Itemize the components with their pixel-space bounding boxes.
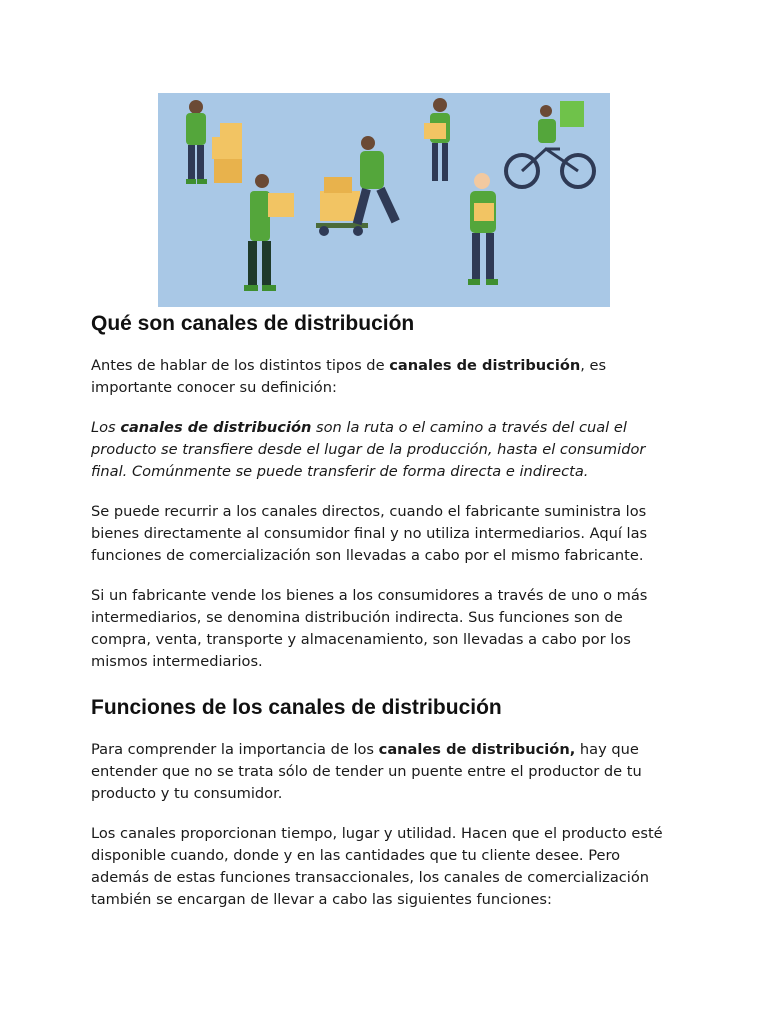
indirect-channels-paragraph: Si un fabricante vende los bienes a los consumidores a través de uno o más intermediarios, se denomina distribución indirecta. Sus funciones son de compra, venta, transporte y almacenamiento, son llevadas a cabo por los mismos intermediarios. — [91, 587, 648, 670]
text-run: Para comprender la importancia de los — [91, 741, 379, 758]
section2-heading: Funciones de los canales de distribución — [91, 696, 502, 719]
text-run: hay que entender que no se trata sólo de tender un puente entre el productor de tu producto y tu consumidor. — [91, 741, 642, 802]
text-run: Los — [91, 419, 121, 436]
channel-functions-paragraph: Los canales proporcionan tiempo, lugar y utilidad. Hacen que el producto esté disponible cuando, donde y en las cantidades que tu cliente desee. Pero además de estas funciones transaccionales, los canales de comercialización también se encargan de llevar a cabo las siguientes funciones: — [91, 825, 663, 908]
definition-quote — [91, 417, 681, 483]
bold-term: canales de distribución, — [378, 741, 576, 758]
illustration-svg — [158, 93, 610, 307]
delivery-workers-illustration — [158, 93, 610, 307]
text-run: son la ruta o el camino a través del cual el producto se transfiere desde el lugar de la producción, hasta el consumidor final. Comúnmente se puede transferir de forma directa e indirecta. — [91, 419, 646, 480]
text-run: , es importante conocer su definición: — [91, 357, 607, 396]
section1-heading: Qué son canales de distribución — [91, 312, 415, 335]
text-run: Antes de hablar de los distintos tipos de — [91, 357, 390, 374]
bold-term: canales de distribución — [389, 357, 581, 374]
direct-channels-paragraph: Se puede recurrir a los canales directos, cuando el fabricante suministra los bienes directamente al consumidor final y no utiliza intermediarios. Aquí las funciones de comercialización son llevadas a cabo por el mismo fabricante. — [91, 503, 648, 564]
section1-intro-paragraph — [91, 355, 681, 399]
bold-term: canales de distribución — [120, 419, 312, 436]
section2-intro-paragraph — [91, 739, 686, 805]
